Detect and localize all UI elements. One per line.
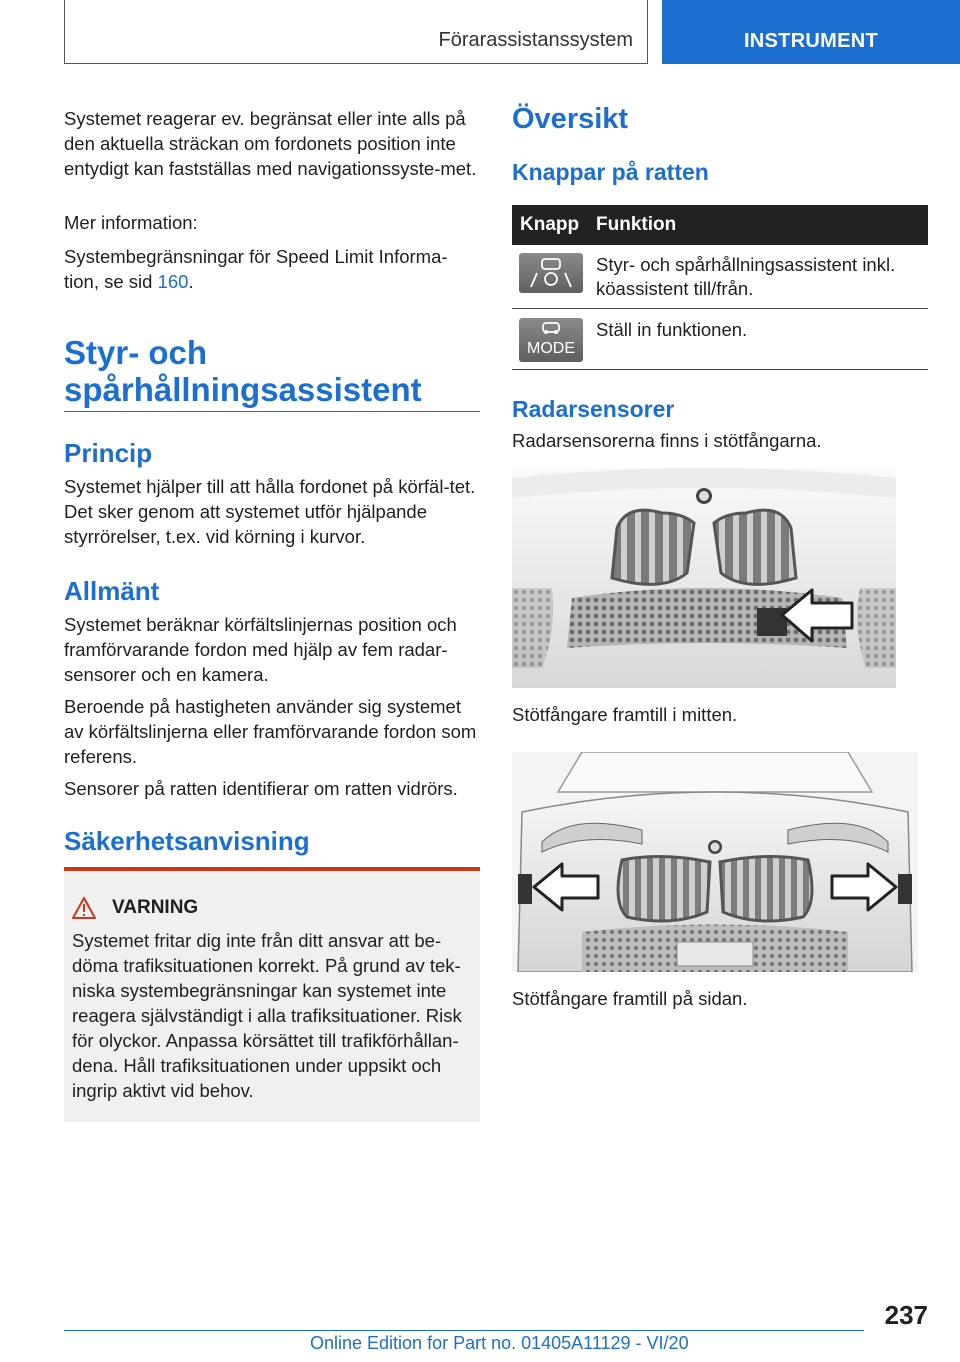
overview-heading: Översikt [512, 103, 629, 135]
buttons-heading: Knappar på ratten [512, 159, 709, 185]
header-chapter-title: INSTRUMENT [743, 30, 879, 52]
caption-side: Stötfångare framtill på sidan. [512, 988, 748, 1009]
main-section-title: Styr- och spårhållningsassistent [64, 334, 422, 408]
radar-paragraph: Radarsensorerna finns i stötfångarna. [512, 430, 822, 451]
allmant-heading: Allmänt [64, 576, 160, 606]
footer-edition: Online Edition for Part no. 01405A11129 - VI/20 [310, 1333, 689, 1353]
more-info-label: Mer information: [64, 212, 198, 233]
footer-watermark [705, 1333, 826, 1354]
princip-paragraph: Systemet hjälper till att hålla fordonet på körfäl-tet. Det sker genom att systemet utför hjälpande styrrörelser, t.ex. vid körning i kurvor. [64, 476, 476, 547]
table-row [512, 245, 928, 308]
radar-heading: Radarsensorer [512, 396, 675, 422]
intro-paragraph: Systemet reagerar ev. begränsat eller inte alls på den aktuella sträckan om fordonets position inte entydigt kan fastställas med navigationssyste-met. [64, 108, 477, 179]
caption-center: Stötfångare framtill i mitten. [512, 704, 738, 725]
reference-paragraph: Systembegränsningar för Speed Limit Informa-tion, se sid 160. [64, 246, 448, 292]
warning-triangle-icon [72, 897, 96, 919]
princip-heading: Princip [64, 438, 153, 468]
mode-button-icon [519, 318, 583, 362]
table-cell-function: Ställ in funktionen. [596, 319, 748, 340]
title-underline [64, 411, 480, 412]
page-number: 237 [884, 1300, 928, 1330]
mode-icon-label: MODE [527, 340, 575, 357]
page-reference-link[interactable]: 160 [157, 271, 189, 292]
bumper-side-image [512, 752, 918, 972]
safety-heading: Säkerhetsanvisning [64, 826, 310, 856]
warning-box [64, 867, 480, 1122]
header-section-title: Förarassistanssystem [438, 29, 633, 51]
table-header [512, 205, 928, 245]
table-divider [512, 369, 928, 370]
bumper-center-image [512, 468, 896, 688]
table-header-button: Knapp [520, 214, 580, 235]
table-cell-function: Styr- och spårhållningsassistent inkl. köassistent till/från. [596, 254, 896, 299]
allmant-paragraph-1: Systemet beräknar körfältslinjernas position och framförvarande fordon med hjälp av fem radar-sensorer och en kamera. [64, 614, 457, 685]
table-row [512, 309, 928, 369]
header-chapter-tab[interactable] [662, 0, 960, 64]
warning-label: VARNING [112, 897, 199, 918]
lane-assist-icon [519, 253, 583, 293]
header-section-tab [64, 0, 648, 64]
table-header-function: Funktion [596, 214, 677, 235]
allmant-paragraph-3: Sensorer på ratten identifierar om ratten vidrörs. [64, 778, 458, 799]
allmant-paragraph-2: Beroende på hastigheten använder sig systemet av körfältslinjerna eller framförvarande fordon som referens. [64, 696, 477, 767]
footer-rule [64, 1330, 864, 1331]
warning-paragraph: Systemet fritar dig inte från ditt ansvar att be-döma trafiksituationen korrekt. På grund av tek-niska systembegränsningar kan systemet inte reagera självständigt i alla trafiksituationer. Risk för olyckor. Anpassa körsättet till trafikförhållan-dena. Håll trafiksituationen under uppsikt och ingrip aktivt vid behov. [72, 930, 462, 1101]
